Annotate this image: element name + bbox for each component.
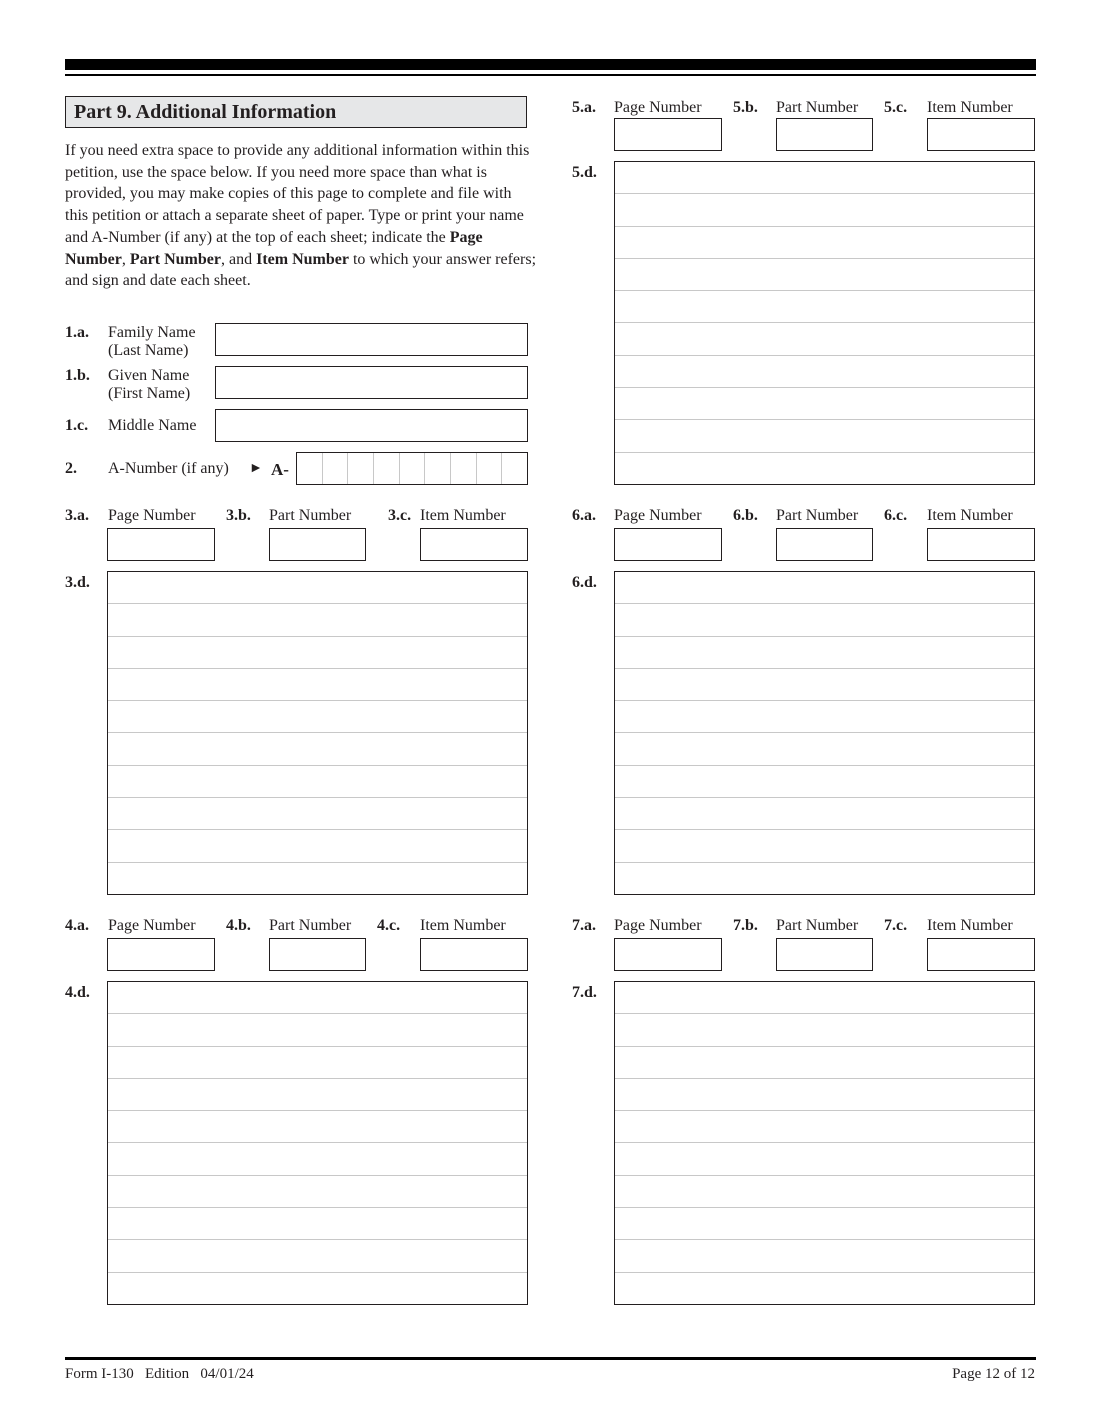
additional-info-textarea[interactable] — [614, 571, 1035, 895]
page-number-label: Page Number — [614, 507, 702, 524]
page-number-label: Page Number — [108, 507, 196, 524]
ruled-line — [615, 1273, 1034, 1304]
page-number-label: Page Number — [614, 99, 702, 116]
ruled-line — [615, 291, 1034, 323]
ruled-line — [108, 1014, 527, 1046]
page-number-field[interactable] — [614, 528, 722, 561]
part-number-field[interactable] — [776, 528, 873, 561]
part-number-label: Part Number — [776, 917, 859, 934]
ruled-line — [108, 1176, 527, 1208]
ruled-line — [615, 1047, 1034, 1079]
ruled-line — [615, 733, 1034, 765]
ruled-line — [108, 733, 527, 765]
ruled-line — [615, 701, 1034, 733]
ruled-line — [615, 453, 1034, 484]
ruled-line — [108, 982, 527, 1014]
ruled-line — [615, 982, 1034, 1014]
additional-info-textarea[interactable] — [614, 981, 1035, 1305]
part-number-label: Part Number — [269, 917, 352, 934]
a-number-digit-cell — [451, 453, 477, 484]
ruled-line — [615, 604, 1034, 636]
a-number-prefix: A- — [271, 460, 289, 479]
ruled-line — [108, 1143, 527, 1175]
ruled-line — [615, 162, 1034, 194]
item-number-label: Item Number — [420, 917, 506, 934]
ruled-line — [615, 830, 1034, 862]
middle-name-field[interactable] — [215, 409, 528, 442]
item-4d-number: 4.d. — [65, 984, 90, 1001]
ruled-line — [108, 1240, 527, 1272]
item-number-field[interactable] — [927, 528, 1035, 561]
a-number-digit-cell — [323, 453, 349, 484]
item-5d-number: 5.d. — [572, 164, 597, 181]
ruled-line — [108, 701, 527, 733]
a-number-digit-cell — [477, 453, 503, 484]
item-5a-number: 5.a. — [572, 99, 596, 116]
a-number-digit-cell — [502, 453, 527, 484]
ruled-line — [108, 863, 527, 894]
ruled-line — [108, 798, 527, 830]
item-number-field[interactable] — [927, 938, 1035, 971]
footer-form-info — [65, 1366, 254, 1383]
intro-sep: , and — [220, 250, 257, 268]
item-5b-number: 5.b. — [733, 99, 758, 116]
part-heading: Part 9. Additional Information — [65, 96, 527, 128]
part-number-field[interactable] — [269, 528, 366, 561]
ruled-line — [615, 323, 1034, 355]
page-number-field[interactable] — [614, 118, 722, 151]
ruled-line — [108, 830, 527, 862]
part-number-label: Part Number — [269, 507, 352, 524]
item-4b-number: 4.b. — [226, 917, 251, 934]
ruled-line — [615, 388, 1034, 420]
intro-bold-part-number: Part Number — [129, 250, 221, 268]
family-name-label: Family Name — [108, 324, 196, 341]
page-number-label: Page Number — [614, 917, 702, 934]
ruled-line — [108, 669, 527, 701]
item-3b-number: 3.b. — [226, 507, 251, 524]
a-number-digit-cell — [297, 453, 323, 484]
footer-form-name: Form I-130 — [65, 1366, 134, 1382]
ruled-line — [615, 1208, 1034, 1240]
item-1a-number: 1.a. — [65, 324, 89, 341]
ruled-line — [615, 766, 1034, 798]
intro-text-part: If you need extra space to provide any additional information within this petition, use the space below. If you need more space than what is provided, you may make copies of this page to complete and file with this petition or attach a separate sheet of paper. Type or print your name and A-Number (if any) at the top of each sheet; indicate the — [65, 142, 530, 246]
ruled-line — [615, 1143, 1034, 1175]
ruled-line — [615, 194, 1034, 226]
item-1c-number: 1.c. — [65, 417, 89, 434]
given-name-field[interactable] — [215, 366, 528, 399]
additional-info-textarea[interactable] — [107, 571, 528, 895]
additional-info-textarea[interactable] — [107, 981, 528, 1305]
item-2-number: 2. — [65, 460, 77, 477]
a-number-field[interactable] — [296, 452, 528, 485]
ruled-line — [615, 259, 1034, 291]
footer-edition-date: 04/01/24 — [200, 1366, 254, 1382]
page-number-field[interactable] — [107, 528, 215, 561]
item-3c-number: 3.c. — [388, 507, 412, 524]
ruled-line — [615, 1014, 1034, 1046]
ruled-line — [615, 1079, 1034, 1111]
footer-page-number: Page 12 of 12 — [952, 1366, 1035, 1382]
arrow-right-icon: ► — [249, 461, 263, 476]
ruled-line — [108, 1273, 527, 1304]
ruled-line — [615, 356, 1034, 388]
ruled-line — [108, 1079, 527, 1111]
family-name-sublabel: (Last Name) — [108, 342, 189, 359]
intro-bold-item-number: Item Number — [256, 250, 349, 268]
item-number-label: Item Number — [420, 507, 506, 524]
ruled-line — [615, 1176, 1034, 1208]
additional-info-textarea[interactable] — [614, 161, 1035, 485]
footer-edition-label: Edition — [145, 1366, 190, 1382]
ruled-line — [615, 798, 1034, 830]
item-number-field[interactable] — [927, 118, 1035, 151]
item-4c-number: 4.c. — [377, 917, 401, 934]
ruled-line — [615, 572, 1034, 604]
ruled-line — [108, 1208, 527, 1240]
item-number-label: Item Number — [927, 917, 1013, 934]
a-number-digit-cell — [425, 453, 451, 484]
ruled-line — [108, 572, 527, 604]
item-3d-number: 3.d. — [65, 574, 90, 591]
item-7d-number: 7.d. — [572, 984, 597, 1001]
item-1b-number: 1.b. — [65, 367, 90, 384]
item-4a-number: 4.a. — [65, 917, 89, 934]
part-number-field[interactable] — [269, 938, 366, 971]
ruled-line — [615, 669, 1034, 701]
a-number-label: A-Number (if any) — [108, 460, 229, 477]
a-number-digit-cell — [400, 453, 426, 484]
page-number-label: Page Number — [108, 917, 196, 934]
intro-text-end: to which your answer refers; and sign and date each sheet. — [65, 250, 537, 290]
ruled-line — [108, 766, 527, 798]
item-3a-number: 3.a. — [65, 507, 89, 524]
item-number-label: Item Number — [927, 99, 1013, 116]
ruled-line — [615, 637, 1034, 669]
ruled-line — [615, 227, 1034, 259]
item-6b-number: 6.b. — [733, 507, 758, 524]
footer-rule — [65, 1357, 1036, 1360]
family-name-field[interactable] — [215, 323, 528, 356]
item-6d-number: 6.d. — [572, 574, 597, 591]
given-name-label: Given Name — [108, 367, 190, 384]
part-number-label: Part Number — [776, 507, 859, 524]
ruled-line — [108, 637, 527, 669]
item-6c-number: 6.c. — [884, 507, 908, 524]
intro-sep: , — [121, 250, 130, 268]
ruled-line — [615, 1240, 1034, 1272]
given-name-sublabel: (First Name) — [108, 385, 191, 402]
item-6a-number: 6.a. — [572, 507, 596, 524]
item-number-field[interactable] — [420, 938, 528, 971]
intro-bold-page-number: Page Number — [65, 228, 483, 268]
ruled-line — [108, 1111, 527, 1143]
page-number-field[interactable] — [614, 938, 722, 971]
item-7c-number: 7.c. — [884, 917, 908, 934]
item-number-label: Item Number — [927, 507, 1013, 524]
ruled-line — [108, 1047, 527, 1079]
top-thin-rule — [65, 74, 1036, 76]
item-7b-number: 7.b. — [733, 917, 758, 934]
a-number-digit-cell — [348, 453, 374, 484]
ruled-line — [615, 420, 1034, 452]
intro-text — [65, 140, 537, 292]
part-number-field[interactable] — [776, 938, 873, 971]
item-number-field[interactable] — [420, 528, 528, 561]
ruled-line — [108, 604, 527, 636]
ruled-line — [615, 1111, 1034, 1143]
part-number-field[interactable] — [776, 118, 873, 151]
item-7a-number: 7.a. — [572, 917, 596, 934]
item-5c-number: 5.c. — [884, 99, 908, 116]
page-number-field[interactable] — [107, 938, 215, 971]
middle-name-label: Middle Name — [108, 417, 197, 434]
ruled-line — [615, 863, 1034, 894]
part-number-label: Part Number — [776, 99, 859, 116]
top-thick-rule — [65, 59, 1036, 70]
a-number-digit-cell — [374, 453, 400, 484]
